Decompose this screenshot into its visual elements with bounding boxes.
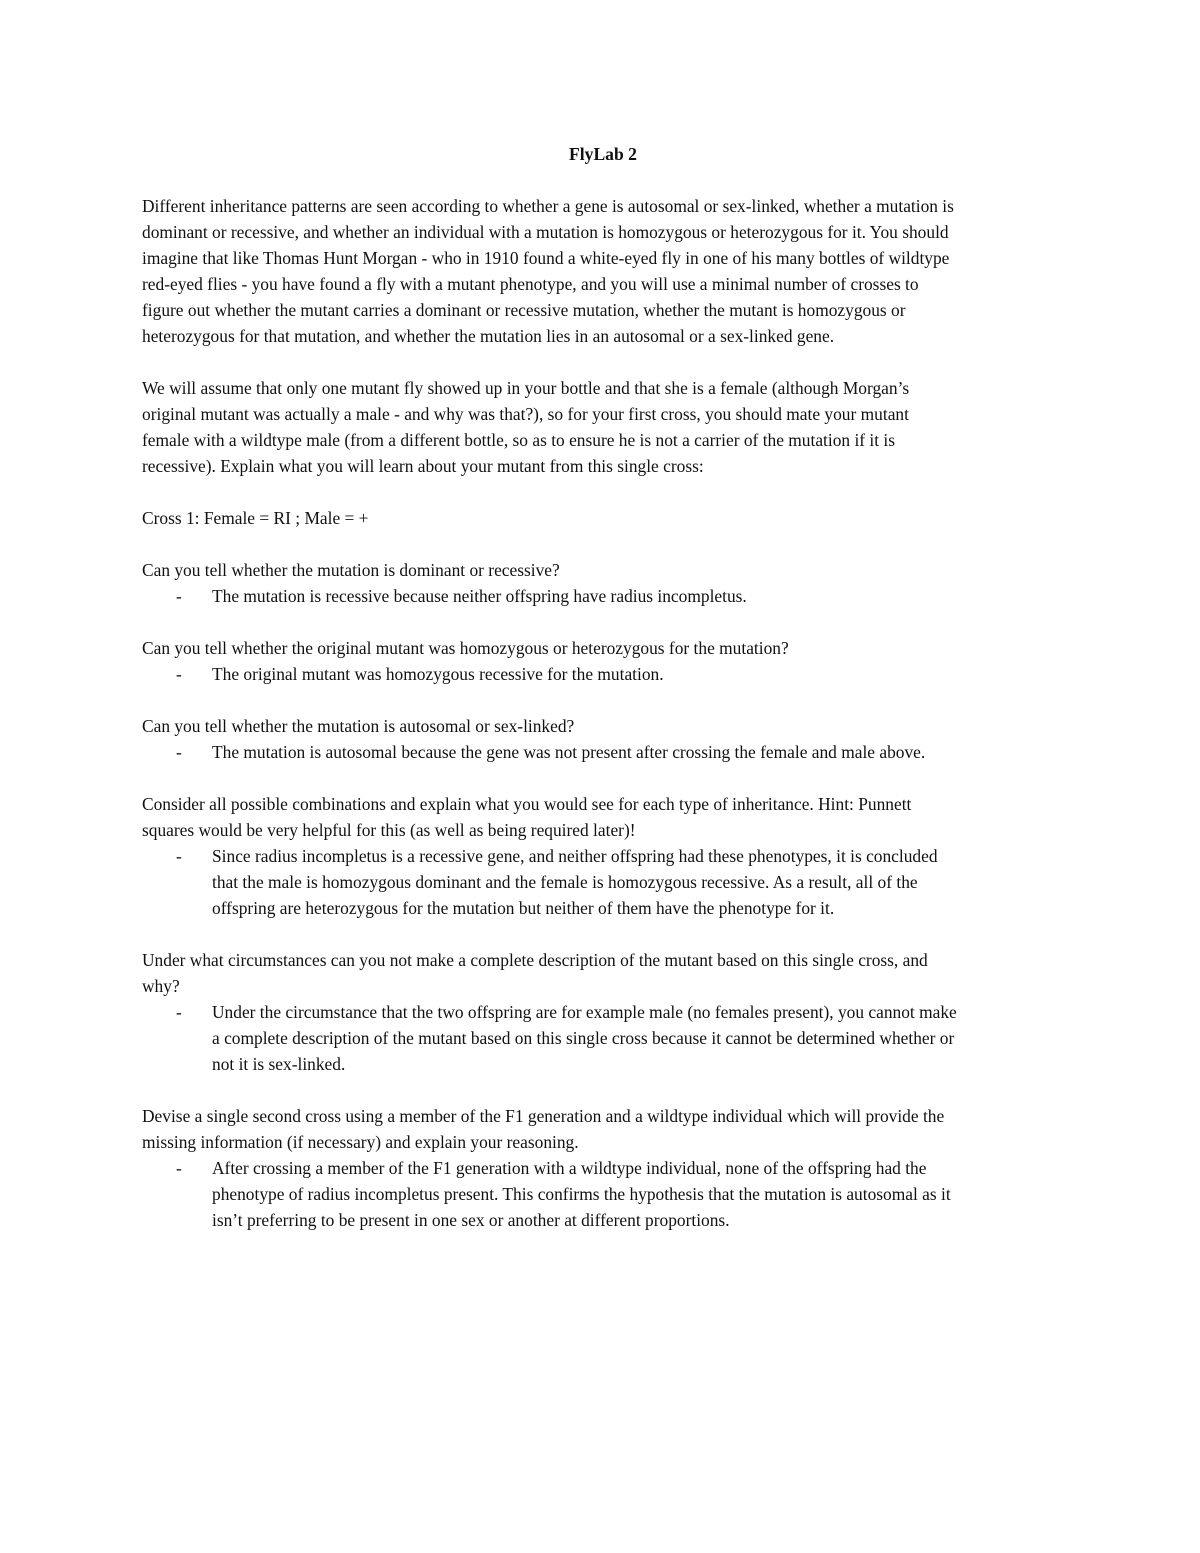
- answer-line: Under the circumstance that the two offspring are for example male (no females present), you cannot make: [212, 1002, 957, 1022]
- answer-item: [142, 999, 1064, 1077]
- intro-paragraph: [142, 193, 1064, 349]
- intro-line: imagine that like Thomas Hunt Morgan - who in 1910 found a white-eyed fly in one of his many bottles of wildtype: [142, 248, 950, 268]
- list-dash: -: [176, 586, 182, 606]
- qa-second-cross: [142, 1103, 1064, 1233]
- answer-line: not it is sex-linked.: [212, 1054, 346, 1074]
- answer-item: [142, 843, 1064, 921]
- question-line: Under what circumstances can you not make a complete description of the mutant based on this single cross, and: [142, 950, 928, 970]
- answer-line: offspring are heterozygous for the mutation but neither of them have the phenotype for it.: [212, 898, 835, 918]
- document-body: [142, 141, 1064, 1259]
- answer-line: that the male is homozygous dominant and the female is homozygous recessive. As a result, all of the: [212, 872, 918, 892]
- question-text: [142, 791, 1064, 843]
- question-line: missing information (if necessary) and explain your reasoning.: [142, 1132, 579, 1152]
- intro-line: heterozygous for that mutation, and whether the mutation lies in an autosomal or a sex-linked gene.: [142, 326, 835, 346]
- answer-text: The mutation is autosomal because the gene was not present after crossing the female and male above.: [212, 742, 926, 762]
- assumption-line: female with a wildtype male (from a different bottle, so as to ensure he is not a carrier of the mutation if it is: [142, 430, 896, 450]
- list-dash: -: [176, 742, 182, 762]
- intro-line: Different inheritance patterns are seen according to whether a gene is autosomal or sex-linked, whether a mutation is: [142, 196, 954, 216]
- question-text: [142, 1103, 1064, 1155]
- question-line: squares would be very helpful for this (as well as being required later)!: [142, 820, 636, 840]
- list-dash: -: [176, 664, 182, 684]
- answer-line: isn’t preferring to be present in one sex or another at different proportions.: [212, 1210, 730, 1230]
- document-title: FlyLab 2: [569, 144, 637, 164]
- answer-line: After crossing a member of the F1 generation with a wildtype individual, none of the offspring had the: [212, 1158, 927, 1178]
- intro-line: figure out whether the mutant carries a dominant or recessive mutation, whether the mutant is homozygous or: [142, 300, 906, 320]
- question-line: Devise a single second cross using a member of the F1 generation and a wildtype individual which will provide the: [142, 1106, 945, 1126]
- question-text: [142, 947, 1064, 999]
- list-dash: -: [176, 846, 182, 866]
- qa-homozygous-heterozygous: [142, 635, 1064, 687]
- answer-item: [142, 1155, 1064, 1233]
- answer-item: [142, 583, 1064, 609]
- intro-line: dominant or recessive, and whether an individual with a mutation is homozygous or heterozygous for it. You should: [142, 222, 949, 242]
- qa-circumstances: [142, 947, 1064, 1077]
- answer-line: Since radius incompletus is a recessive gene, and neither offspring had these phenotypes, it is concluded: [212, 846, 938, 866]
- answer-text: The mutation is recessive because neither offspring have radius incompletus.: [212, 586, 747, 606]
- question-line: why?: [142, 976, 180, 996]
- assumption-paragraph: [142, 375, 1064, 479]
- assumption-line: We will assume that only one mutant fly showed up in your bottle and that she is a female (although Morgan’s: [142, 378, 910, 398]
- qa-dominant-recessive: [142, 557, 1064, 609]
- assumption-line: recessive). Explain what you will learn about your mutant from this single cross:: [142, 456, 704, 476]
- question-text: Can you tell whether the mutation is autosomal or sex-linked?: [142, 716, 575, 736]
- qa-autosomal-sex-linked: [142, 713, 1064, 765]
- answer-line: phenotype of radius incompletus present. This confirms the hypothesis that the mutation is autosomal as it: [212, 1184, 951, 1204]
- answer-text: The original mutant was homozygous recessive for the mutation.: [212, 664, 664, 684]
- answer-item: [142, 739, 1064, 765]
- list-dash: -: [176, 1002, 182, 1022]
- question-line: Consider all possible combinations and explain what you would see for each type of inheritance. Hint: Punnett: [142, 794, 912, 814]
- question-text: Can you tell whether the original mutant was homozygous or heterozygous for the mutation?: [142, 638, 789, 658]
- question-text: Can you tell whether the mutation is dominant or recessive?: [142, 560, 560, 580]
- qa-combinations: [142, 791, 1064, 921]
- list-dash: -: [176, 1158, 182, 1178]
- answer-line: a complete description of the mutant based on this single cross because it cannot be determined whether or: [212, 1028, 955, 1048]
- answer-item: [142, 661, 1064, 687]
- assumption-line: original mutant was actually a male - and why was that?), so for your first cross, you should mate your mutant: [142, 404, 909, 424]
- intro-line: red-eyed flies - you have found a fly with a mutant phenotype, and you will use a minimal number of crosses to: [142, 274, 919, 294]
- cross-1-line: Cross 1: Female = RI ; Male = +: [142, 508, 369, 528]
